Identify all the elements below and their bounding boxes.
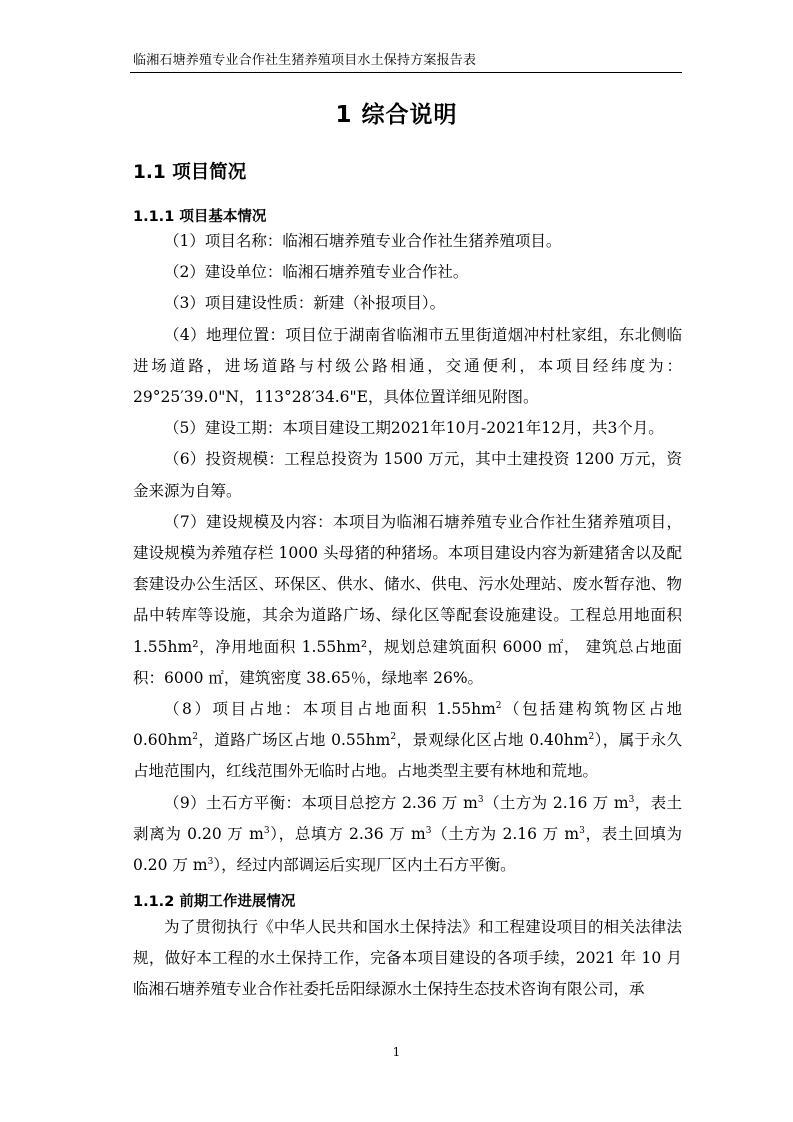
section-heading-1-1: 1.1 项目简况 [133,162,247,183]
page-number: 1 [392,1045,401,1059]
paragraph-location: （4）地理位置：项目位于湖南省临湘市五里街道烟冲村杜家组，东北侧临进场道路，进场道路与村级公路相通，交通便利，本项目经纬度为：29°25′39.0"N，113°28′34.6"E，具体位置详细见附图。 [133,325,682,407]
section-1-1-2-body [133,912,682,1006]
running-header: 临湘石塘养殖专业合作社生猪养殖项目水土保持方案报告表 [133,53,477,68]
section-heading-1-1-2: 1.1.2 前期工作进展情况 [133,894,296,910]
paragraph-preliminary-work: 为了贯彻执行《中华人民共和国水土保持法》和工程建设项目的相关法律法规，做好本工程的水土保持工作，完备本项目建设的各项手续，2021 年 10 月临湘石塘养殖专业合作社委托岳阳绿源水土保持生态技术咨询有限公司，承 [133,918,682,999]
paragraph-schedule: （5）建设工期：本项目建设工期2021年10月-2021年12月，共3个月。 [164,419,664,438]
paragraph-land-use: （8）项目占地：本项目占地面积 $1.55hm^2$（包括建构筑物区占地 $0.60hm^2$，道路广场区占地 $0.55hm^2$，景观绿化区占地 $0.40hm^2$），属于永久占地范围内，红线范围外无临时占地。占地类型主要有林地和荒地。 [133,700,682,781]
header-rule [130,72,682,73]
section-1-1-1-body [133,226,682,881]
paragraph-builder: （2）建设单位：临湘石塘养殖专业合作社。 [164,263,469,282]
paragraph-scale: （7）建设规模及内容：本项目为临湘石塘养殖专业合作社生猪养殖项目，建设规模为养殖存栏 1000 头母猪的种猪场。本项目建设内容为新建猪舍以及配套建设办公生活区、环保区、供水、储水、供电、污水处理站、废水暂存池、物品中转库等设施，其余为道路广场、绿化区等配套设施建设。工程总用地面积 1.55hm²，净用地面积 1.55hm²，规划总建筑面积 6000 ㎡， 建筑总占地面积：6000 ㎡，建筑密度 38.65％，绿地率 26%。 [133,512,682,687]
paragraph-nature: （3）项目建设性质：新建（补报项目）。 [164,294,446,313]
paragraph-project-name: （1）项目名称：临湘石塘养殖专业合作社生猪养殖项目。 [164,232,562,250]
paragraph-investment: （6）投资规模：工程总投资为 1500 万元，其中土建投资 1200 万元，资金来源为自筹。 [133,450,682,500]
section-heading-1-1-1: 1.1.1 项目基本情况 [133,209,267,225]
paragraph-earthwork: （9）土石方平衡：本项目总挖方 2.36 万 $m^3$（土方为 2.16 万 $m^3$，表土剥离为 0.20 万 $m^3$），总填方 2.36 万 $m^3$（土方为 2.16 万 $m^3$，表土回填为 0.20 万 $m^3$），经过内部调运后实现厂区内土石方平衡。 [133,793,682,875]
chapter-title: 1 综合说明 [335,102,458,128]
